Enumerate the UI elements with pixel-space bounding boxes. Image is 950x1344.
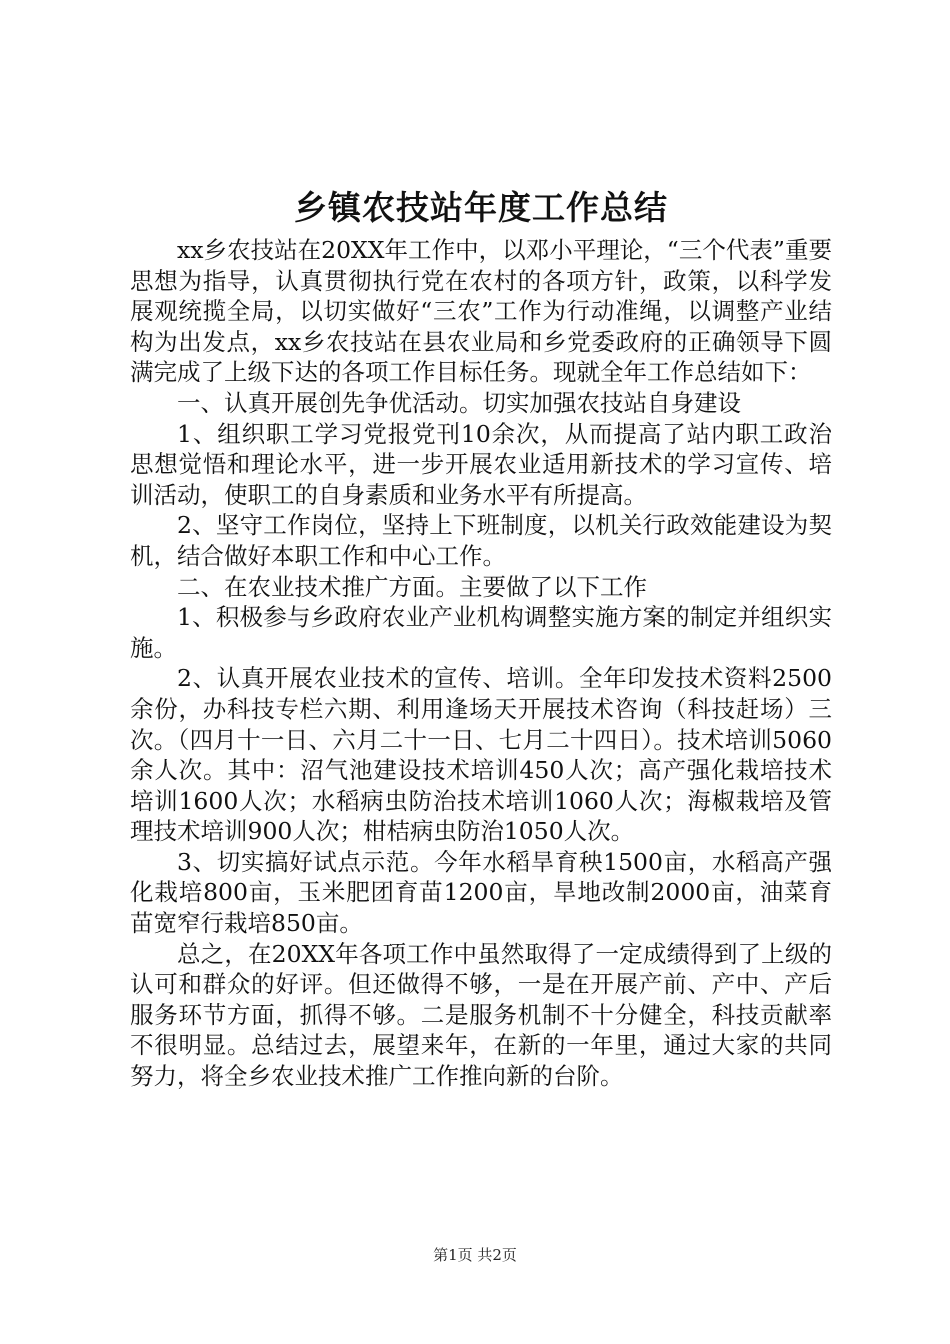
section-1-item-2: 2、坚守工作岗位，坚持上下班制度，以机关行政效能建设为契机，结合做好本职工作和中心工作。 — [130, 511, 832, 570]
section-heading-1: 一、认真开展创先争优活动。切实加强农技站自身建设 — [177, 388, 741, 417]
intro-paragraph: xx乡农技站在20XX年工作中，以邓小平理论，“三个代表”重要思想为指导，认真贯彻执行党在农村的各项方针，政策，以科学发展观统揽全局，以切实做好“三农”工作为行动准绳，以调整产业结构为出发点，xx乡农技站在县农业局和乡党委政府的正确领导下圆满完成了上级下达的各项工作目标任务。现就全年工作总结如下： — [130, 236, 832, 387]
section-2-item-3: 3、切实搞好试点示范。今年水稻旱育秧1500亩，水稻高产强化栽培800亩，玉米肥团育苗1200亩，旱地改制2000亩，油菜育苗宽窄行栽培850亩。 — [130, 847, 832, 938]
document-page — [130, 0, 832, 1344]
section-2-item-2: 2、认真开展农业技术的宣传、培训。全年印发技术资料2500余份，办科技专栏六期、利用逢场天开展技术咨询（科技赶场）三次。（四月十一日、六月二十一日、七月二十四日）。技术培训5060余人次。其中：沼气池建设技术培训450人次；高产强化栽培技术培训1600人次；水稻病虫防治技术培训1060人次；海椒栽培及管理技术培训900人次；柑桔病虫防治1050人次。 — [130, 664, 832, 846]
document-title: 乡镇农技站年度工作总结 — [294, 188, 668, 227]
section-1-item-1: 1、组织职工学习党报党刊10余次，从而提高了站内职工政治思想觉悟和理论水平，进一步开展农业适用新技术的学习宣传、培训活动，使职工的自身素质和业务水平有所提高。 — [130, 419, 832, 509]
conclusion-paragraph: 总之，在20XX年各项工作中虽然取得了一定成绩得到了上级的认可和群众的好评。但还做得不够，一是在开展产前、产中、产后服务环节方面，抓得不够。二是服务机制不十分健全，科技贡献率不很明显。总结过去，展望来年，在新的一年里，通过大家的共同努力，将全乡农业技术推广工作推向新的台阶。 — [130, 939, 832, 1091]
page-footer: 第1页 共2页 — [433, 1246, 517, 1264]
document-body — [130, 235, 832, 1092]
section-2-item-1: 1、积极参与乡政府农业产业机构调整实施方案的制定并组织实施。 — [130, 603, 832, 662]
section-heading-2: 二、在农业技术推广方面。主要做了以下工作 — [177, 572, 647, 601]
